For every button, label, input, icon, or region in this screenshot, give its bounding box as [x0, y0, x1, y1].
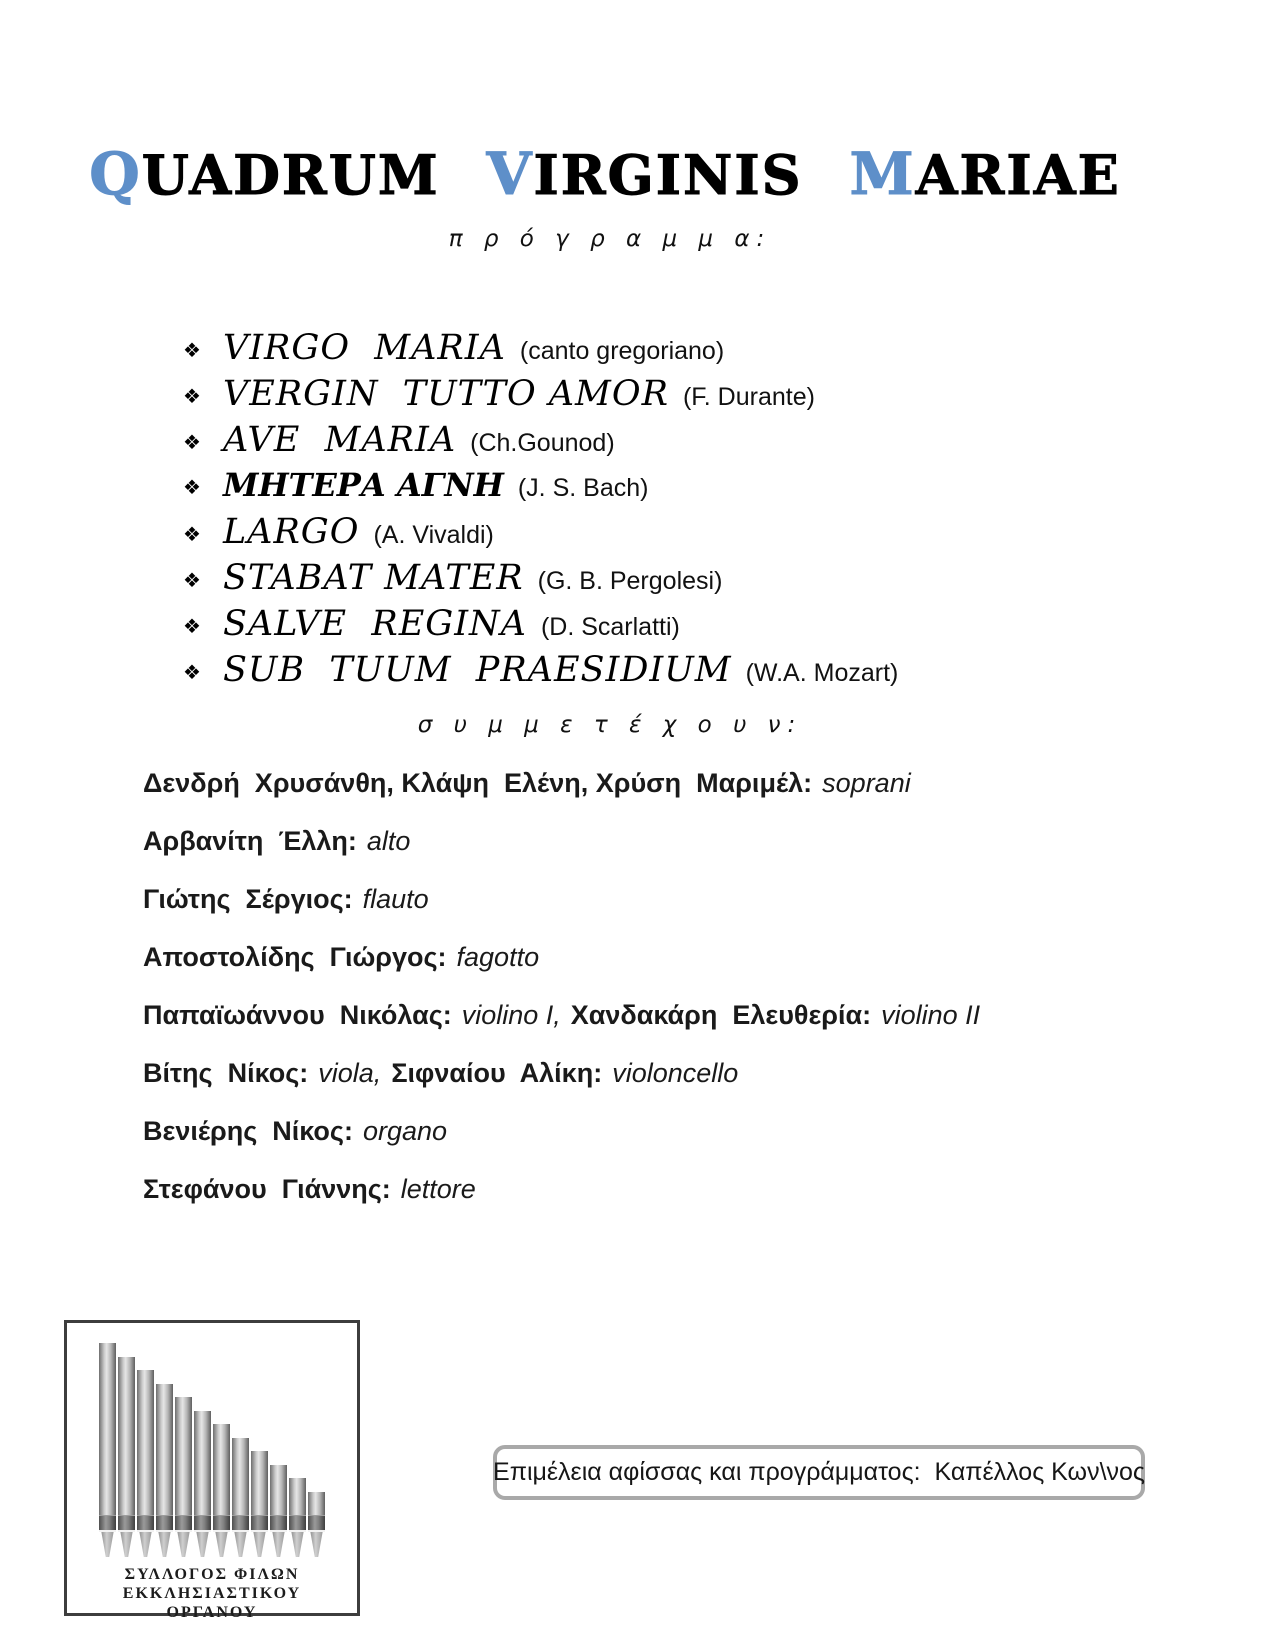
- program-item: [183, 466, 898, 512]
- performer-role: violino II: [881, 1000, 981, 1030]
- piece-title: STABAT MATER: [222, 558, 524, 598]
- organ-pipe: [232, 1438, 249, 1557]
- organ-pipes-icon: [99, 1333, 325, 1557]
- credit-box: [493, 1445, 1145, 1500]
- performer-row: [143, 1000, 980, 1029]
- title-word: QUADRUM: [89, 140, 440, 208]
- performer-row: [143, 826, 980, 855]
- piece-composer: (canto gregoriano): [519, 337, 725, 365]
- diamond-bullet-icon: ❖: [183, 524, 201, 546]
- organ-pipe: [175, 1397, 192, 1557]
- performer-name: Χανδακάρη Ελευθερία:: [570, 1000, 872, 1030]
- diamond-bullet-icon: ❖: [183, 432, 201, 454]
- organ-pipe: [99, 1343, 116, 1557]
- program-item: [183, 374, 898, 420]
- program-item: [183, 328, 898, 374]
- program-item: [183, 558, 898, 604]
- program-item: [183, 420, 898, 466]
- diamond-bullet-icon: ❖: [183, 570, 201, 592]
- logo-caption-line: ΣΥΛΛΟΓΟΣ ΦΙΛΩΝ: [124, 1566, 300, 1583]
- performer-name: Αποστολίδης Γιώργος:: [143, 942, 447, 972]
- diamond-bullet-icon: ❖: [183, 340, 201, 362]
- performer-name: Δενδρή Χρυσάνθη, Κλάψη Ελένη, Χρύση Μαριμέλ:: [143, 768, 813, 798]
- logo-caption-line: ΕΚΚΛΗΣΙΑΣΤΙΚΟΥ: [122, 1585, 302, 1602]
- logo-caption: [67, 1565, 357, 1622]
- program-item: [183, 650, 898, 696]
- piece-composer: (Ch.Gounod): [470, 429, 615, 457]
- performer-role: lettore: [400, 1174, 476, 1204]
- title-word: MARIAE: [849, 140, 1121, 208]
- performer-name: Βίτης Νίκος:: [143, 1058, 309, 1088]
- diamond-bullet-icon: ❖: [183, 662, 201, 684]
- piece-composer: (W.A. Mozart): [745, 659, 899, 687]
- participants-label: σ υ μ μ ε τ έ χ ο υ ν:: [417, 712, 803, 738]
- page-title: [0, 140, 1210, 208]
- title-initial: V: [486, 140, 534, 208]
- performer-name: Γιώτης Σέργιος:: [143, 884, 353, 914]
- piece-title: LARGO: [222, 512, 360, 552]
- program-item: [183, 604, 898, 650]
- performer-role: organo: [362, 1116, 448, 1146]
- performer-row: [143, 942, 980, 971]
- performer-role: fagotto: [456, 942, 540, 972]
- logo-caption-line: ΟΡΓΑΝΟΥ: [166, 1604, 258, 1621]
- performer-role: viola,: [318, 1058, 382, 1088]
- program-list: [183, 328, 898, 696]
- organ-pipe: [156, 1384, 173, 1557]
- program-item: [183, 512, 898, 558]
- performer-row: [143, 884, 980, 913]
- piece-title: SALVE REGINA: [222, 604, 527, 644]
- diamond-bullet-icon: ❖: [183, 386, 201, 408]
- performer-row: [143, 768, 980, 797]
- performer-row: [143, 1058, 980, 1087]
- piece-title: VIRGO MARIA: [222, 328, 506, 368]
- organ-pipe: [251, 1451, 268, 1557]
- performer-name: Βενιέρης Νίκος:: [143, 1116, 353, 1146]
- performer-role: violino I,: [461, 1000, 561, 1030]
- performer-role: flauto: [362, 884, 429, 914]
- piece-title: VERGIN TUTTO AMOR: [222, 374, 669, 414]
- performer-role: alto: [366, 826, 411, 856]
- performer-role: soprani: [822, 768, 911, 798]
- organ-association-logo: [64, 1320, 360, 1621]
- organ-pipe: [289, 1478, 306, 1557]
- organ-pipe: [194, 1411, 211, 1557]
- piece-title: AVE MARIA: [222, 420, 457, 460]
- title-word: VIRGINIS: [486, 140, 803, 208]
- performer-row: [143, 1116, 980, 1145]
- organ-pipe: [137, 1370, 154, 1557]
- performer-name: Αρβανίτη Έλλη:: [143, 826, 357, 856]
- performer-name: Σιφναίου Αλίκη:: [391, 1058, 603, 1088]
- piece-composer: (G. B. Pergolesi): [537, 567, 723, 595]
- title-initial: Q: [89, 140, 142, 208]
- piece-composer: (F. Durante): [682, 383, 815, 411]
- performers-list: [143, 768, 980, 1232]
- title-initial: M: [849, 140, 916, 208]
- diamond-bullet-icon: ❖: [183, 477, 201, 499]
- organ-pipe: [118, 1357, 135, 1557]
- program-label: π ρ ό γ ρ α μ μ α:: [448, 226, 772, 252]
- performer-role: violoncello: [612, 1058, 739, 1088]
- organ-pipe: [270, 1465, 287, 1557]
- diamond-bullet-icon: ❖: [183, 616, 201, 638]
- performer-row: [143, 1174, 980, 1203]
- performer-name: Παπαϊωάννου Νικόλας:: [143, 1000, 452, 1030]
- organ-pipe: [308, 1492, 325, 1557]
- performer-name: Στεφάνου Γιάννης:: [143, 1174, 391, 1204]
- piece-composer: (D. Scarlatti): [540, 613, 680, 641]
- piece-title: ΜΗΤΕΡΑ ΑΓΝΗ: [222, 466, 504, 504]
- credit-text: Επιμέλεια αφίσσας και προγράμματος: Καπέλλος Κων\νος: [493, 1458, 1145, 1486]
- piece-title: SUB TUUM PRAESIDIUM: [222, 650, 732, 690]
- piece-composer: (A. Vivaldi): [373, 521, 494, 549]
- organ-pipe: [213, 1424, 230, 1557]
- piece-composer: (J. S. Bach): [517, 474, 649, 502]
